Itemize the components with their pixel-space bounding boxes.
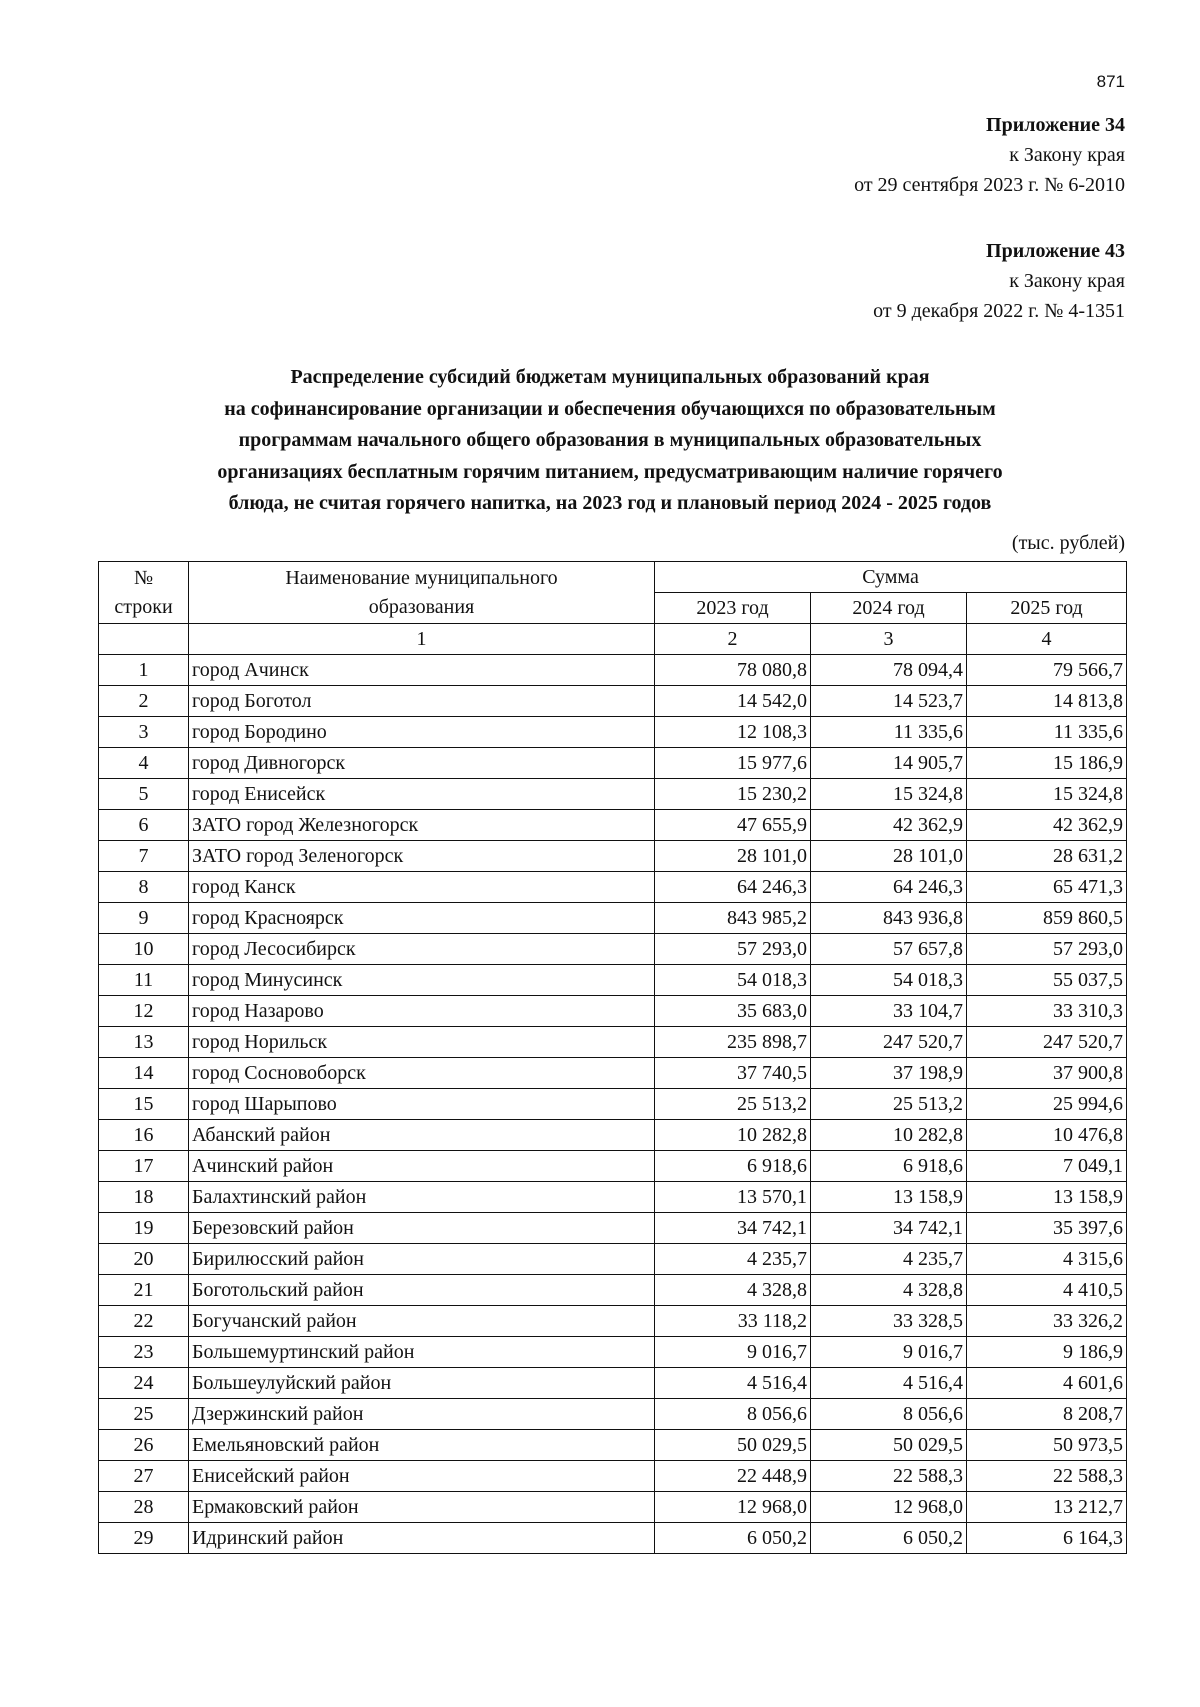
row-number: 17 [99, 1151, 189, 1182]
appendix-current-title: Приложение 34 [986, 114, 1125, 136]
row-number: 25 [99, 1399, 189, 1430]
amount-2025: 35 397,6 [967, 1213, 1127, 1244]
municipality-name: Емельяновский район [189, 1430, 655, 1461]
municipality-name: Абанский район [189, 1120, 655, 1151]
amount-2025: 14 813,8 [967, 686, 1127, 717]
amount-2025: 4 601,6 [967, 1368, 1127, 1399]
row-number: 7 [99, 841, 189, 872]
amount-2023: 50 029,5 [655, 1430, 811, 1461]
amount-2025: 15 324,8 [967, 779, 1127, 810]
row-number: 3 [99, 717, 189, 748]
amount-2024: 64 246,3 [811, 872, 967, 903]
amount-2023: 14 542,0 [655, 686, 811, 717]
page-number: 871 [1096, 72, 1125, 91]
header-name-line1: Наименование муниципального [285, 566, 558, 589]
amount-2024: 6 050,2 [811, 1523, 967, 1554]
amount-2023: 6 918,6 [655, 1151, 811, 1182]
municipality-name: город Назарово [189, 996, 655, 1027]
header-year-2024: 2024 год [811, 593, 967, 624]
row-number: 13 [99, 1027, 189, 1058]
amount-2025: 247 520,7 [967, 1027, 1127, 1058]
amount-2024: 12 968,0 [811, 1492, 967, 1523]
amount-2024: 8 056,6 [811, 1399, 967, 1430]
row-number: 11 [99, 965, 189, 996]
title-line: блюда, не считая горячего напитка, на 2023 год и плановый период 2024 - 2025 годов [228, 492, 992, 514]
amount-2025: 9 186,9 [967, 1337, 1127, 1368]
municipality-name: город Шарыпово [189, 1089, 655, 1120]
amount-2023: 12 968,0 [655, 1492, 811, 1523]
column-number: 4 [967, 624, 1127, 655]
amount-2025: 37 900,8 [967, 1058, 1127, 1089]
subsidy-table [98, 561, 1127, 1554]
title-line: Распределение субсидий бюджетам муниципальных образований края [290, 366, 930, 388]
municipality-name: город Ачинск [189, 655, 655, 686]
amount-2024: 14 905,7 [811, 748, 967, 779]
header-row-no [99, 562, 189, 624]
amount-2023: 235 898,7 [655, 1027, 811, 1058]
municipality-name: город Енисейск [189, 779, 655, 810]
amount-2023: 15 230,2 [655, 779, 811, 810]
row-number: 23 [99, 1337, 189, 1368]
municipality-name: Березовский район [189, 1213, 655, 1244]
amount-2025: 7 049,1 [967, 1151, 1127, 1182]
amount-2025: 22 588,3 [967, 1461, 1127, 1492]
municipality-name: город Минусинск [189, 965, 655, 996]
amount-2025: 33 326,2 [967, 1306, 1127, 1337]
municipality-name: город Бородино [189, 717, 655, 748]
amount-2024: 247 520,7 [811, 1027, 967, 1058]
table-row [99, 1213, 1127, 1244]
row-number: 2 [99, 686, 189, 717]
municipality-name: Ермаковский район [189, 1492, 655, 1523]
table-row [99, 748, 1127, 779]
amount-2024: 4 235,7 [811, 1244, 967, 1275]
amount-2024: 42 362,9 [811, 810, 967, 841]
amount-2023: 64 246,3 [655, 872, 811, 903]
amount-2025: 25 994,6 [967, 1089, 1127, 1120]
amount-2024: 6 918,6 [811, 1151, 967, 1182]
row-number: 28 [99, 1492, 189, 1523]
document-title [120, 362, 1100, 520]
header-name-line2: образования [368, 595, 475, 618]
appendix-current-line2: от 29 сентября 2023 г. № 6-2010 [854, 174, 1125, 196]
table-row [99, 779, 1127, 810]
amount-2024: 33 104,7 [811, 996, 967, 1027]
amount-2025: 10 476,8 [967, 1120, 1127, 1151]
amount-2024: 50 029,5 [811, 1430, 967, 1461]
amount-2023: 15 977,6 [655, 748, 811, 779]
municipality-name: Дзержинский район [189, 1399, 655, 1430]
amount-2025: 859 860,5 [967, 903, 1127, 934]
column-number: 3 [811, 624, 967, 655]
municipality-name: Бирилюсский район [189, 1244, 655, 1275]
table-row [99, 872, 1127, 903]
amount-2023: 57 293,0 [655, 934, 811, 965]
row-number: 19 [99, 1213, 189, 1244]
amount-2025: 15 186,9 [967, 748, 1127, 779]
amount-2024: 25 513,2 [811, 1089, 967, 1120]
appendix-previous-title: Приложение 43 [986, 240, 1125, 262]
row-number: 20 [99, 1244, 189, 1275]
row-number: 8 [99, 872, 189, 903]
amount-2023: 6 050,2 [655, 1523, 811, 1554]
municipality-name: город Канск [189, 872, 655, 903]
amount-2023: 33 118,2 [655, 1306, 811, 1337]
municipality-name: город Красноярск [189, 903, 655, 934]
amount-2023: 28 101,0 [655, 841, 811, 872]
row-number: 18 [99, 1182, 189, 1213]
row-number: 26 [99, 1430, 189, 1461]
header-year-2023: 2023 год [655, 593, 811, 624]
municipality-name: Богучанский район [189, 1306, 655, 1337]
amount-2024: 33 328,5 [811, 1306, 967, 1337]
municipality-name: ЗАТО город Железногорск [189, 810, 655, 841]
table-row [99, 1306, 1127, 1337]
amount-2023: 22 448,9 [655, 1461, 811, 1492]
amount-2023: 4 328,8 [655, 1275, 811, 1306]
municipality-name: город Сосновоборск [189, 1058, 655, 1089]
table-row [99, 1337, 1127, 1368]
amount-2025: 55 037,5 [967, 965, 1127, 996]
amount-2024: 4 328,8 [811, 1275, 967, 1306]
amount-2025: 79 566,7 [967, 655, 1127, 686]
amount-2025: 28 631,2 [967, 841, 1127, 872]
amount-2024: 13 158,9 [811, 1182, 967, 1213]
row-number: 5 [99, 779, 189, 810]
table-row [99, 1120, 1127, 1151]
amount-2023: 10 282,8 [655, 1120, 811, 1151]
municipality-name: Большеулуйский район [189, 1368, 655, 1399]
title-line: организациях бесплатным горячим питанием, предусматривающим наличие горячего [217, 460, 1003, 483]
appendix-current [854, 110, 1125, 200]
municipality-name: город Лесосибирск [189, 934, 655, 965]
row-number: 10 [99, 934, 189, 965]
municipality-name: Ачинский район [189, 1151, 655, 1182]
column-number-empty [99, 624, 189, 655]
header-row-no-line1: № [133, 566, 154, 589]
amount-2024: 28 101,0 [811, 841, 967, 872]
row-number: 9 [99, 903, 189, 934]
amount-2023: 35 683,0 [655, 996, 811, 1027]
amount-2023: 37 740,5 [655, 1058, 811, 1089]
amount-2025: 13 158,9 [967, 1182, 1127, 1213]
appendix-previous [873, 236, 1125, 326]
municipality-name: город Дивногорск [189, 748, 655, 779]
header-name [189, 562, 655, 624]
row-number: 4 [99, 748, 189, 779]
table-row [99, 903, 1127, 934]
amount-2024: 37 198,9 [811, 1058, 967, 1089]
row-number: 29 [99, 1523, 189, 1554]
row-number: 12 [99, 996, 189, 1027]
row-number: 24 [99, 1368, 189, 1399]
amount-2024: 15 324,8 [811, 779, 967, 810]
amount-2025: 33 310,3 [967, 996, 1127, 1027]
amount-2023: 8 056,6 [655, 1399, 811, 1430]
table-row [99, 996, 1127, 1027]
table-row [99, 1523, 1127, 1554]
municipality-name: ЗАТО город Зеленогорск [189, 841, 655, 872]
row-number: 15 [99, 1089, 189, 1120]
amount-2024: 14 523,7 [811, 686, 967, 717]
header-year-2025: 2025 год [967, 593, 1127, 624]
amount-2023: 54 018,3 [655, 965, 811, 996]
appendix-current-line1: к Закону края [1009, 144, 1125, 166]
table-row [99, 1027, 1127, 1058]
table-row [99, 1399, 1127, 1430]
table-row [99, 841, 1127, 872]
amount-2024: 843 936,8 [811, 903, 967, 934]
table-row [99, 1182, 1127, 1213]
amount-2024: 78 094,4 [811, 655, 967, 686]
amount-2025: 6 164,3 [967, 1523, 1127, 1554]
header-sum: Сумма [655, 562, 1127, 593]
header-row-no-line2: строки [114, 595, 173, 618]
amount-2023: 12 108,3 [655, 717, 811, 748]
amount-2025: 13 212,7 [967, 1492, 1127, 1523]
table-row [99, 655, 1127, 686]
amount-2024: 4 516,4 [811, 1368, 967, 1399]
amount-2023: 4 235,7 [655, 1244, 811, 1275]
amount-2025: 57 293,0 [967, 934, 1127, 965]
row-number: 16 [99, 1120, 189, 1151]
amount-2023: 13 570,1 [655, 1182, 811, 1213]
table-row [99, 1058, 1127, 1089]
table-row [99, 1089, 1127, 1120]
amount-2025: 42 362,9 [967, 810, 1127, 841]
row-number: 1 [99, 655, 189, 686]
table-row [99, 1492, 1127, 1523]
municipality-name: Большемуртинский район [189, 1337, 655, 1368]
table-row [99, 1275, 1127, 1306]
amount-2023: 47 655,9 [655, 810, 811, 841]
municipality-name: Енисейский район [189, 1461, 655, 1492]
appendix-previous-line2: от 9 декабря 2022 г. № 4-1351 [873, 300, 1125, 322]
amount-2025: 11 335,6 [967, 717, 1127, 748]
title-line: программам начального общего образования в муниципальных образовательных [238, 429, 982, 451]
municipality-name: город Боготол [189, 686, 655, 717]
title-line: на софинансирование организации и обеспечения обучающихся по образовательным [224, 397, 996, 420]
amount-2024: 11 335,6 [811, 717, 967, 748]
amount-2024: 34 742,1 [811, 1213, 967, 1244]
table-row [99, 965, 1127, 996]
amount-2023: 34 742,1 [655, 1213, 811, 1244]
table-row [99, 934, 1127, 965]
table-row [99, 717, 1127, 748]
appendix-previous-line1: к Закону края [1009, 270, 1125, 292]
amount-2023: 843 985,2 [655, 903, 811, 934]
amount-2025: 8 208,7 [967, 1399, 1127, 1430]
amount-2025: 4 315,6 [967, 1244, 1127, 1275]
table-row [99, 1244, 1127, 1275]
amount-2025: 65 471,3 [967, 872, 1127, 903]
table-row [99, 1368, 1127, 1399]
amount-2023: 78 080,8 [655, 655, 811, 686]
units-label: (тыс. рублей) [1011, 532, 1125, 554]
column-number: 1 [189, 624, 655, 655]
amount-2023: 25 513,2 [655, 1089, 811, 1120]
municipality-name: Боготольский район [189, 1275, 655, 1306]
amount-2024: 54 018,3 [811, 965, 967, 996]
row-number: 22 [99, 1306, 189, 1337]
table-row [99, 1151, 1127, 1182]
amount-2024: 10 282,8 [811, 1120, 967, 1151]
amount-2024: 57 657,8 [811, 934, 967, 965]
amount-2023: 9 016,7 [655, 1337, 811, 1368]
row-number: 14 [99, 1058, 189, 1089]
header-row [99, 562, 1127, 593]
row-number: 27 [99, 1461, 189, 1492]
table-row [99, 686, 1127, 717]
amount-2025: 4 410,5 [967, 1275, 1127, 1306]
table-row [99, 810, 1127, 841]
column-numbers-row [99, 624, 1127, 655]
amount-2023: 4 516,4 [655, 1368, 811, 1399]
amount-2024: 9 016,7 [811, 1337, 967, 1368]
table-row [99, 1430, 1127, 1461]
row-number: 21 [99, 1275, 189, 1306]
municipality-name: Идринский район [189, 1523, 655, 1554]
amount-2025: 50 973,5 [967, 1430, 1127, 1461]
amount-2024: 22 588,3 [811, 1461, 967, 1492]
municipality-name: город Норильск [189, 1027, 655, 1058]
table-row [99, 1461, 1127, 1492]
municipality-name: Балахтинский район [189, 1182, 655, 1213]
column-number: 2 [655, 624, 811, 655]
row-number: 6 [99, 810, 189, 841]
